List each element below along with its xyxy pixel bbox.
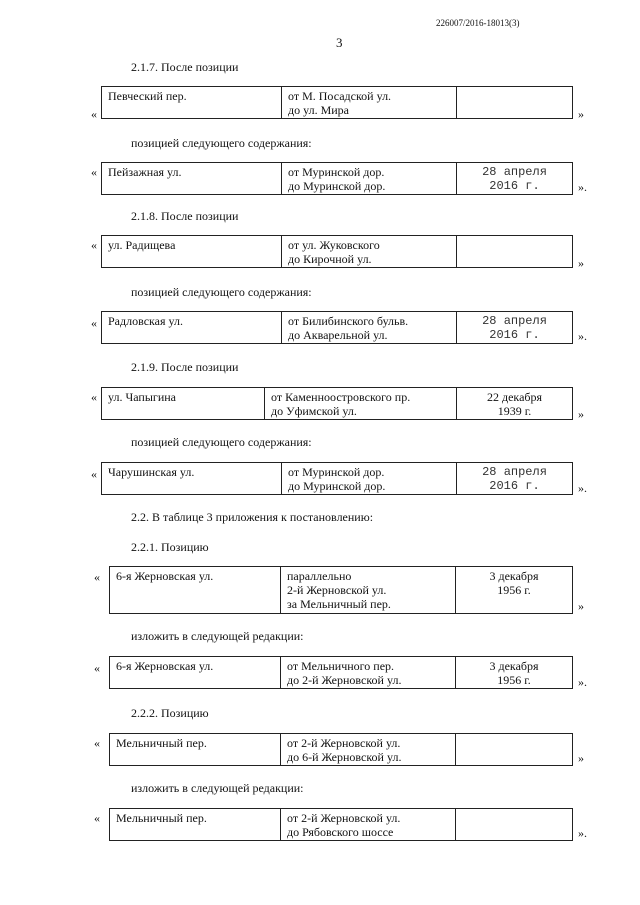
close-quote: » [578,407,584,421]
naming-date: 3 декабря 1956 г. [489,659,539,687]
naming-date: 28 апреля 2016 г. [482,465,547,493]
open-quote: « [91,238,97,252]
close-quote: ». [578,180,587,194]
section-heading: 2.1.8. После позиции [131,209,239,223]
open-quote: « [91,107,97,121]
street-range: от Муринской дор. до Муринской дор. [288,165,386,193]
close-quote: ». [578,675,587,689]
street-range: от ул. Жуковского до Кирочной ул. [288,238,380,266]
close-quote: » [578,599,584,613]
close-quote: » [578,256,584,270]
table-row [101,311,573,344]
street-range: от Каменноостровского пр. до Уфимской ул. [271,390,411,418]
section-heading: 2.2.2. Позицию [131,706,209,720]
naming-date: 28 апреля 2016 г. [482,314,547,342]
naming-date: 22 декабря 1939 г. [486,390,543,418]
page-number: 3 [336,35,343,50]
street-name: Певческий пер. [108,89,187,103]
close-quote: » [578,107,584,121]
naming-date [457,87,572,89]
open-quote: « [94,570,100,584]
table-row [109,733,573,766]
street-range: от Билибинского бульв. до Акварельной ул. [288,314,409,342]
section-heading: изложить в следующей редакции: [131,629,304,643]
open-quote: « [94,661,100,675]
street-range: от 2-й Жерновской ул. до 6-й Жерновской ул. [287,736,402,764]
table-row [101,462,573,495]
section-heading: 2.1.7. После позиции [131,60,239,74]
street-name: Пейзажная ул. [108,165,182,179]
open-quote: « [94,736,100,750]
street-name: ул. Чапыгина [108,390,177,404]
open-quote: « [91,467,97,481]
open-quote: « [91,316,97,330]
table-row [109,656,573,689]
street-name: ул. Радищева [108,238,176,252]
naming-date [456,809,572,811]
naming-date [456,734,572,736]
table-row [101,387,573,420]
section-heading: 2.2.1. Позицию [131,540,209,554]
table-row [101,86,573,119]
naming-date: 28 апреля 2016 г. [482,165,547,193]
street-range: параллельно 2-й Жерновской ул. за Мельничный пер. [287,569,391,611]
street-range: от Мельничного пер. до 2-й Жерновской ул. [287,659,402,687]
street-name: Мельничный пер. [116,811,207,825]
naming-date [457,236,572,238]
street-range: от 2-й Жерновской ул. до Рябовского шоссе [287,811,401,839]
open-quote: « [91,390,97,404]
naming-date: 3 декабря 1956 г. [489,569,539,597]
section-heading: позицией следующего содержания: [131,285,312,299]
table-row [109,566,573,614]
section-heading: позицией следующего содержания: [131,435,312,449]
close-quote: ». [578,329,587,343]
open-quote: « [91,165,97,179]
section-heading: изложить в следующей редакции: [131,781,304,795]
street-range: от Муринской дор. до Муринской дор. [288,465,386,493]
street-name: Чарушинская ул. [108,465,195,479]
street-name: Мельничный пер. [116,736,207,750]
document-number: 226007/2016-18013(3) [436,18,520,28]
street-name: 6-я Жерновская ул. [116,659,214,673]
street-range: от М. Посадской ул. до ул. Мира [288,89,392,117]
section-heading: 2.2. В таблице 3 приложения к постановлению: [131,510,374,524]
open-quote: « [94,811,100,825]
street-name: 6-я Жерновская ул. [116,569,214,583]
street-name: Радловская ул. [108,314,183,328]
close-quote: ». [578,481,587,495]
section-heading: 2.1.9. После позиции [131,360,239,374]
section-heading: позицией следующего содержания: [131,136,312,150]
close-quote: ». [578,826,587,840]
table-row [101,235,573,268]
close-quote: » [578,751,584,765]
table-row [101,162,573,195]
table-row [109,808,573,841]
